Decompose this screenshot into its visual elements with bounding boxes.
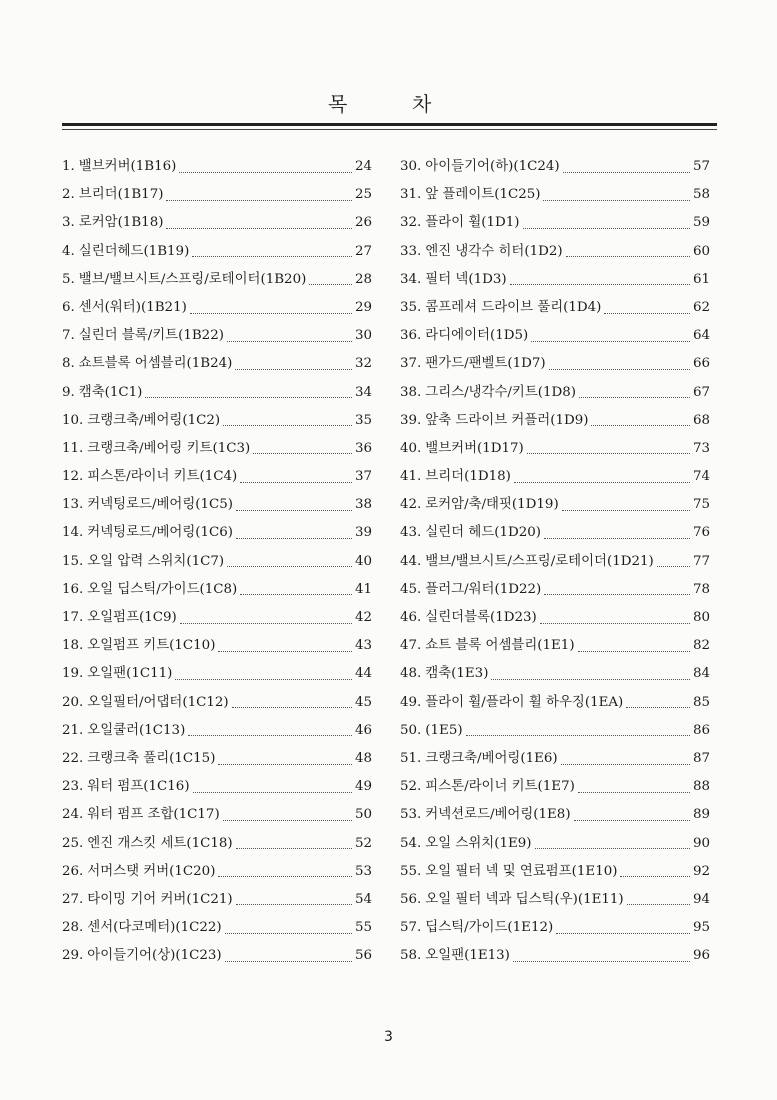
toc-leader-dots: [566, 244, 690, 257]
toc-entry-number: 34.: [400, 271, 422, 287]
toc-entry-number: 13.: [62, 497, 84, 513]
toc-entry-page: 76: [692, 525, 710, 541]
toc-entry-page: 74: [692, 469, 710, 485]
toc-entry: [400, 322, 710, 350]
toc-entry-title: 오일펌프(1C9): [87, 610, 177, 625]
toc-entry: [400, 801, 710, 829]
toc-entry-title: 오일쿨러(1C13): [87, 722, 186, 738]
toc-entry: [62, 463, 372, 491]
toc-entry: [62, 350, 372, 378]
toc-leader-dots: [218, 752, 352, 765]
toc-entry-number: 28.: [62, 920, 84, 936]
toc-entry-number: 57.: [400, 920, 422, 936]
toc-entry-number: 31.: [400, 187, 422, 203]
toc-entry-page: 58: [692, 187, 710, 203]
toc-entry: [62, 604, 372, 632]
toc-entry-page: 41: [354, 581, 372, 597]
toc-entry-number: 22.: [62, 750, 84, 766]
toc-leader-dots: [491, 667, 690, 680]
toc-entry-number: 43.: [400, 525, 422, 541]
toc-leader-dots: [309, 272, 352, 285]
toc-leader-dots: [236, 526, 352, 539]
toc-entry: [62, 153, 372, 181]
toc-leader-dots: [235, 357, 352, 370]
toc-entry-title: 플러그/워터(1D22): [425, 581, 542, 597]
toc-entry-page: 43: [354, 638, 372, 654]
toc-leader-dots: [232, 695, 352, 708]
toc-leader-dots: [562, 498, 690, 511]
toc-entry-title: 캠축(1C1): [78, 384, 143, 400]
toc-entry-page: 37: [354, 469, 372, 485]
toc-entry-number: 23.: [62, 779, 84, 795]
toc-entry-number: 17.: [62, 610, 84, 625]
toc-entry: [62, 238, 372, 266]
toc-entry: [400, 745, 710, 773]
toc-entry: [62, 266, 372, 294]
toc-entry: [400, 773, 710, 801]
toc-leader-dots: [535, 836, 690, 849]
toc-entry-title: 크랭크축/베어링(1C2): [87, 412, 221, 428]
toc-leader-dots: [180, 611, 352, 624]
toc-entry-page: 95: [692, 920, 710, 936]
toc-entry-number: 21.: [62, 722, 84, 738]
toc-entry-number: 14.: [62, 525, 84, 541]
toc-entry-page: 38: [354, 497, 372, 513]
toc-leader-dots: [225, 949, 352, 962]
toc-entry-title: 쇼트 블록 어셈블리(1E1): [425, 638, 575, 654]
toc-leader-dots: [240, 582, 352, 595]
toc-entry: [62, 830, 372, 858]
toc-leader-dots: [236, 836, 352, 849]
toc-entry: [400, 576, 710, 604]
toc-entry-number: 56.: [400, 891, 422, 907]
toc-leader-dots: [626, 695, 690, 708]
toc-entry-title: 피스톤/라이너 키트(1C4): [87, 469, 238, 485]
toc-entry-title: 피스톤/라이너 키트(1E7): [425, 779, 575, 795]
toc-leader-dots: [166, 188, 352, 201]
toc-entry-title: 오일 압력 스위치(1C7): [87, 553, 225, 569]
toc-entry-number: 45.: [400, 581, 422, 597]
toc-entry-page: 62: [692, 299, 710, 315]
toc-entry-page: 67: [692, 384, 710, 400]
toc-leader-dots: [591, 413, 690, 426]
toc-entry: [400, 238, 710, 266]
toc-entry-number: 55.: [400, 863, 422, 879]
toc-entry-number: 38.: [400, 384, 422, 400]
toc-entry: [62, 942, 372, 970]
toc-entry-page: 92: [692, 863, 710, 879]
toc-entry: [400, 294, 710, 322]
toc-leader-dots: [192, 244, 352, 257]
page-number: 3: [384, 1029, 393, 1045]
toc-leader-dots: [578, 780, 690, 793]
toc-entry: [62, 858, 372, 886]
toc-entry: [400, 379, 710, 407]
toc-entry: [400, 266, 710, 294]
toc-entry-title: 오일 스위치(1E9): [425, 835, 532, 851]
toc-entry-page: 34: [354, 384, 372, 400]
toc-entry: [62, 322, 372, 350]
toc-entry-page: 90: [692, 835, 710, 851]
toc-entry-title: 캠축(1E3): [425, 666, 489, 682]
toc-entry-page: 42: [354, 610, 372, 625]
toc-entry-page: 55: [354, 920, 372, 936]
toc-entry: [400, 209, 710, 237]
toc-entry-page: 36: [354, 440, 372, 456]
toc-entry-number: 2.: [62, 187, 75, 203]
toc-entry-page: 54: [354, 891, 372, 907]
toc-entry-number: 47.: [400, 638, 422, 654]
toc-entry-page: 46: [354, 722, 372, 738]
toc-leader-dots: [190, 301, 352, 314]
toc-entry: [62, 689, 372, 717]
toc-entry-title: 실린더블록(1D23): [425, 610, 537, 625]
toc-entry: [400, 830, 710, 858]
toc-entry-number: 35.: [400, 299, 422, 315]
toc-leader-dots: [531, 329, 690, 342]
toc-entry-title: 엔진 개스킷 세트(1C18): [87, 835, 233, 851]
toc-entry: [400, 886, 710, 914]
toc-leader-dots: [657, 554, 690, 567]
toc-entry-page: 59: [692, 215, 710, 231]
toc-entry-title: 오일팬(1E13): [425, 948, 510, 964]
title-char-2: 차: [412, 92, 434, 116]
toc-entry-page: 25: [354, 187, 372, 203]
toc-leader-dots: [218, 864, 352, 877]
toc-entry-number: 6.: [62, 299, 75, 315]
toc-entry-number: 29.: [62, 948, 84, 964]
toc-entry-title: 앞 플레이트(1C25): [425, 187, 541, 203]
toc-entry-title: 실린더 블록/키트(1B22): [78, 328, 224, 344]
toc-entry: [400, 153, 710, 181]
toc-entry: [400, 548, 710, 576]
toc-entry: [62, 576, 372, 604]
toc-entry: [400, 717, 710, 745]
toc-entry-number: 40.: [400, 440, 422, 456]
toc-leader-dots: [218, 639, 352, 652]
toc-entry-number: 3.: [62, 215, 75, 231]
toc-entry: [400, 519, 710, 547]
toc-entry: [400, 858, 710, 886]
toc-entry: [400, 632, 710, 660]
toc-entry: [400, 942, 710, 970]
toc-entry-title: 플라이 휠/플라이 휠 하우징(1EA): [425, 694, 624, 710]
toc-entry-page: 80: [692, 610, 710, 625]
toc-entry-number: 33.: [400, 243, 422, 259]
toc-entry-number: 8.: [62, 356, 75, 372]
toc-entry-title: 오일 필터 넥과 딥스틱(우)(1E11): [425, 891, 624, 907]
toc-entry-title: 밸브/밸브시트/스프링/로테이터(1B20): [78, 271, 307, 287]
toc-leader-dots: [236, 498, 352, 511]
toc-leader-dots: [510, 272, 690, 285]
toc-entry-number: 10.: [62, 412, 84, 428]
toc-entry-page: 56: [354, 948, 372, 964]
toc-entry-number: 52.: [400, 779, 422, 795]
toc-entry-page: 32: [354, 356, 372, 372]
toc-leader-dots: [514, 470, 690, 483]
toc-leader-dots: [523, 216, 690, 229]
title-rule-thick: [62, 123, 717, 126]
toc-entry-page: 88: [692, 779, 710, 795]
toc-leader-dots: [543, 188, 689, 201]
toc-entry-page: 24: [354, 159, 372, 174]
toc-entry-title: (1E5): [425, 722, 463, 738]
toc-entry-page: 89: [692, 807, 710, 823]
toc-entry-number: 18.: [62, 638, 84, 654]
toc-entry: [62, 717, 372, 745]
toc-leader-dots: [527, 441, 690, 454]
toc-entry: [62, 181, 372, 209]
toc-entry-title: 센서(다코메터)(1C22): [87, 920, 222, 936]
toc-leader-dots: [563, 160, 690, 173]
toc-entry-title: 크랭크축/베어링 키트(1C3): [87, 440, 251, 456]
toc-entry-page: 87: [692, 750, 710, 766]
toc-entry-title: 오일필터/어댑터(1C12): [87, 694, 229, 710]
toc-entry: [400, 407, 710, 435]
toc-entry-page: 77: [692, 553, 710, 569]
toc-entry-page: 78: [692, 581, 710, 597]
toc-entry-title: 로커암(1B18): [78, 215, 164, 231]
toc-leader-dots: [145, 385, 352, 398]
toc-entry-title: 실린더헤드(1B19): [78, 243, 190, 259]
toc-leader-dots: [561, 752, 690, 765]
toc-entry-title: 크랭크축/베어링(1E6): [425, 750, 558, 766]
toc-entry-page: 26: [354, 215, 372, 231]
toc-entry-page: 40: [354, 553, 372, 569]
toc-leader-dots: [574, 808, 690, 821]
toc-entry-page: 64: [692, 328, 710, 344]
toc-leader-dots: [179, 160, 352, 173]
toc-entry-number: 15.: [62, 553, 84, 569]
toc-entry-title: 그리스/냉각수/키트(1D8): [425, 384, 577, 400]
toc-entry-number: 42.: [400, 497, 422, 513]
toc-entry: [62, 519, 372, 547]
toc-entry-page: 84: [692, 666, 710, 682]
toc-entry-number: 9.: [62, 384, 75, 400]
toc-entry-page: 35: [354, 412, 372, 428]
toc-entry: [62, 548, 372, 576]
toc-leader-dots: [223, 413, 352, 426]
toc-entry: [62, 379, 372, 407]
toc-leader-dots: [627, 892, 690, 905]
toc-entry-title: 오일팬(1C11): [87, 666, 173, 682]
toc-leader-dots: [544, 526, 690, 539]
title-rule-thin: [62, 129, 717, 130]
toc-entry-title: 라디에이터(1D5): [425, 328, 529, 344]
toc-entry-page: 27: [354, 243, 372, 259]
toc-entry: [400, 435, 710, 463]
toc-entry-page: 75: [692, 497, 710, 513]
toc-entry-page: 94: [692, 891, 710, 907]
toc-entry: [62, 294, 372, 322]
toc-entry-number: 49.: [400, 694, 422, 710]
toc-entry-number: 27.: [62, 891, 84, 907]
toc-entry-number: 39.: [400, 412, 422, 428]
toc-right-column: [400, 153, 710, 970]
toc-leader-dots: [513, 949, 690, 962]
toc-entry-number: 41.: [400, 469, 422, 485]
toc-leader-dots: [604, 301, 690, 314]
toc-entry-title: 팬가드/팬벨트(1D7): [425, 356, 546, 372]
toc-entry: [62, 886, 372, 914]
toc-leader-dots: [188, 723, 352, 736]
toc-entry-page: 73: [692, 440, 710, 456]
toc-entry-page: 30: [354, 328, 372, 344]
toc-entry-number: 1.: [62, 159, 75, 174]
toc-entry-page: 48: [354, 750, 372, 766]
toc-leader-dots: [253, 441, 352, 454]
toc-entry-title: 실린더 헤드(1D20): [425, 525, 541, 541]
toc-entry: [400, 689, 710, 717]
toc-entry-number: 16.: [62, 581, 84, 597]
toc-entry-page: 60: [692, 243, 710, 259]
toc-entry-page: 86: [692, 722, 710, 738]
toc-leader-dots: [544, 582, 690, 595]
toc-entry-number: 44.: [400, 553, 422, 569]
toc-entry-title: 밸브커버(1D17): [425, 440, 524, 456]
toc-entry-number: 37.: [400, 356, 422, 372]
toc-entry-number: 30.: [400, 159, 422, 174]
toc-leader-dots: [578, 639, 690, 652]
toc-leader-dots: [166, 216, 352, 229]
toc-entry-title: 타이밍 기어 커버(1C21): [87, 891, 233, 907]
toc-entry-number: 58.: [400, 948, 422, 964]
toc-entry-number: 48.: [400, 666, 422, 682]
toc-entry-title: 서머스탯 커버(1C20): [87, 863, 216, 879]
toc-entry-title: 오일 필터 넥 및 연료펌프(1E10): [425, 863, 618, 879]
toc-entry: [62, 435, 372, 463]
toc-leader-dots: [579, 385, 690, 398]
toc-entry-title: 아이들기어(상)(1C23): [87, 948, 222, 964]
toc-entry-number: 11.: [62, 440, 84, 456]
toc-leader-dots: [193, 780, 352, 793]
toc-entry-title: 센서(워터)(1B21): [78, 299, 187, 315]
toc-entry: [62, 914, 372, 942]
toc-leader-dots: [556, 921, 690, 934]
toc-entry: [62, 407, 372, 435]
toc-entry: [400, 491, 710, 519]
toc-entry-page: 53: [354, 863, 372, 879]
toc-leader-dots: [466, 723, 690, 736]
toc-entry-page: 96: [692, 948, 710, 964]
toc-entry: [62, 773, 372, 801]
toc-entry: [62, 801, 372, 829]
toc-entry: [62, 745, 372, 773]
toc-entry-page: 50: [354, 807, 372, 823]
toc-entry-title: 플라이 휠(1D1): [425, 215, 520, 231]
toc-leader-dots: [236, 892, 352, 905]
toc-entry: [400, 350, 710, 378]
toc-entry-number: 7.: [62, 328, 75, 344]
toc-entry: [400, 660, 710, 688]
toc-entry: [62, 660, 372, 688]
toc-entry-number: 36.: [400, 328, 422, 344]
toc-entry-title: 브리더(1D18): [425, 469, 511, 485]
toc-entry-number: 32.: [400, 215, 422, 231]
toc-leader-dots: [175, 667, 352, 680]
toc-leader-dots: [223, 808, 352, 821]
toc-entry-title: 필터 넥(1D3): [425, 271, 507, 287]
toc-entry-number: 54.: [400, 835, 422, 851]
toc-entry-title: 워터 펌프 조합(1C17): [87, 807, 220, 823]
toc-entry-title: 밸브/밸브시트/스프링/로테이더(1D21): [425, 553, 654, 569]
toc-entry-page: 49: [354, 779, 372, 795]
toc-entry-title: 크랭크축 풀리(1C15): [87, 750, 216, 766]
toc-entry-number: 25.: [62, 835, 84, 851]
toc-entry-page: 68: [692, 412, 710, 428]
toc-entry-title: 콤프레셔 드라이브 풀리(1D4): [425, 299, 602, 315]
toc-leader-dots: [549, 357, 690, 370]
toc-entry-number: 26.: [62, 863, 84, 879]
toc-entry-number: 24.: [62, 807, 84, 823]
toc-leader-dots: [620, 864, 689, 877]
toc-entry-number: 12.: [62, 469, 84, 485]
toc-entry: [400, 604, 710, 632]
toc-entry: [400, 463, 710, 491]
toc-entry-page: 39: [354, 525, 372, 541]
toc-entry-title: 커넥션로드/베어링(1E8): [425, 807, 571, 823]
toc-leader-dots: [227, 554, 352, 567]
toc-entry-page: 29: [354, 299, 372, 315]
toc-entry: [400, 181, 710, 209]
toc-entry: [400, 914, 710, 942]
toc-entry-title: 로커암/축/태핏(1D19): [425, 497, 559, 513]
toc-entry-page: 44: [354, 666, 372, 682]
toc-entry: [62, 491, 372, 519]
toc-leader-dots: [225, 921, 352, 934]
toc-entry-number: 53.: [400, 807, 422, 823]
toc-leader-dots: [240, 470, 352, 483]
toc-entry-page: 57: [692, 159, 710, 174]
toc-left-column: [62, 153, 372, 970]
toc-entry-title: 엔진 냉각수 히터(1D2): [425, 243, 563, 259]
toc-entry-title: 딥스틱/가이드(1E12): [425, 920, 554, 936]
toc-entry-number: 5.: [62, 271, 75, 287]
toc-entry: [62, 632, 372, 660]
toc-entry-number: 51.: [400, 750, 422, 766]
toc-entry-title: 밸브커버(1B16): [78, 159, 177, 174]
toc-entry-title: 브리더(1B17): [78, 187, 164, 203]
toc-entry-page: 66: [692, 356, 710, 372]
toc-entry-title: 오일 딥스틱/가이드(1C8): [87, 581, 238, 597]
toc-entry-page: 85: [692, 694, 710, 710]
toc-entry: [62, 209, 372, 237]
title-char-1: 목: [328, 92, 350, 116]
toc-entry-title: 커넥팅로드/베어링(1C6): [87, 525, 234, 541]
toc-entry-number: 4.: [62, 243, 75, 259]
toc-entry-title: 아이들기어(하)(1C24): [425, 159, 560, 174]
toc-leader-dots: [227, 329, 352, 342]
toc-entry-page: 82: [692, 638, 710, 654]
toc-entry-number: 20.: [62, 694, 84, 710]
toc-entry-page: 52: [354, 835, 372, 851]
toc-entry-page: 45: [354, 694, 372, 710]
toc-leader-dots: [540, 611, 690, 624]
toc-entry-title: 쇼트블록 어셈블리(1B24): [78, 356, 233, 372]
toc-entry-number: 46.: [400, 610, 422, 625]
toc-entry-number: 50.: [400, 722, 422, 738]
toc-entry-title: 커넥팅로드/베어링(1C5): [87, 497, 234, 513]
toc-entry-title: 앞축 드라이브 커플러(1D9): [425, 412, 589, 428]
toc-entry-page: 61: [692, 271, 710, 287]
toc-entry-title: 워터 펌프(1C16): [87, 779, 190, 795]
toc-entry-title: 오일펌프 키트(1C10): [87, 638, 216, 654]
toc-entry-page: 28: [354, 271, 372, 287]
toc-entry-number: 19.: [62, 666, 84, 682]
